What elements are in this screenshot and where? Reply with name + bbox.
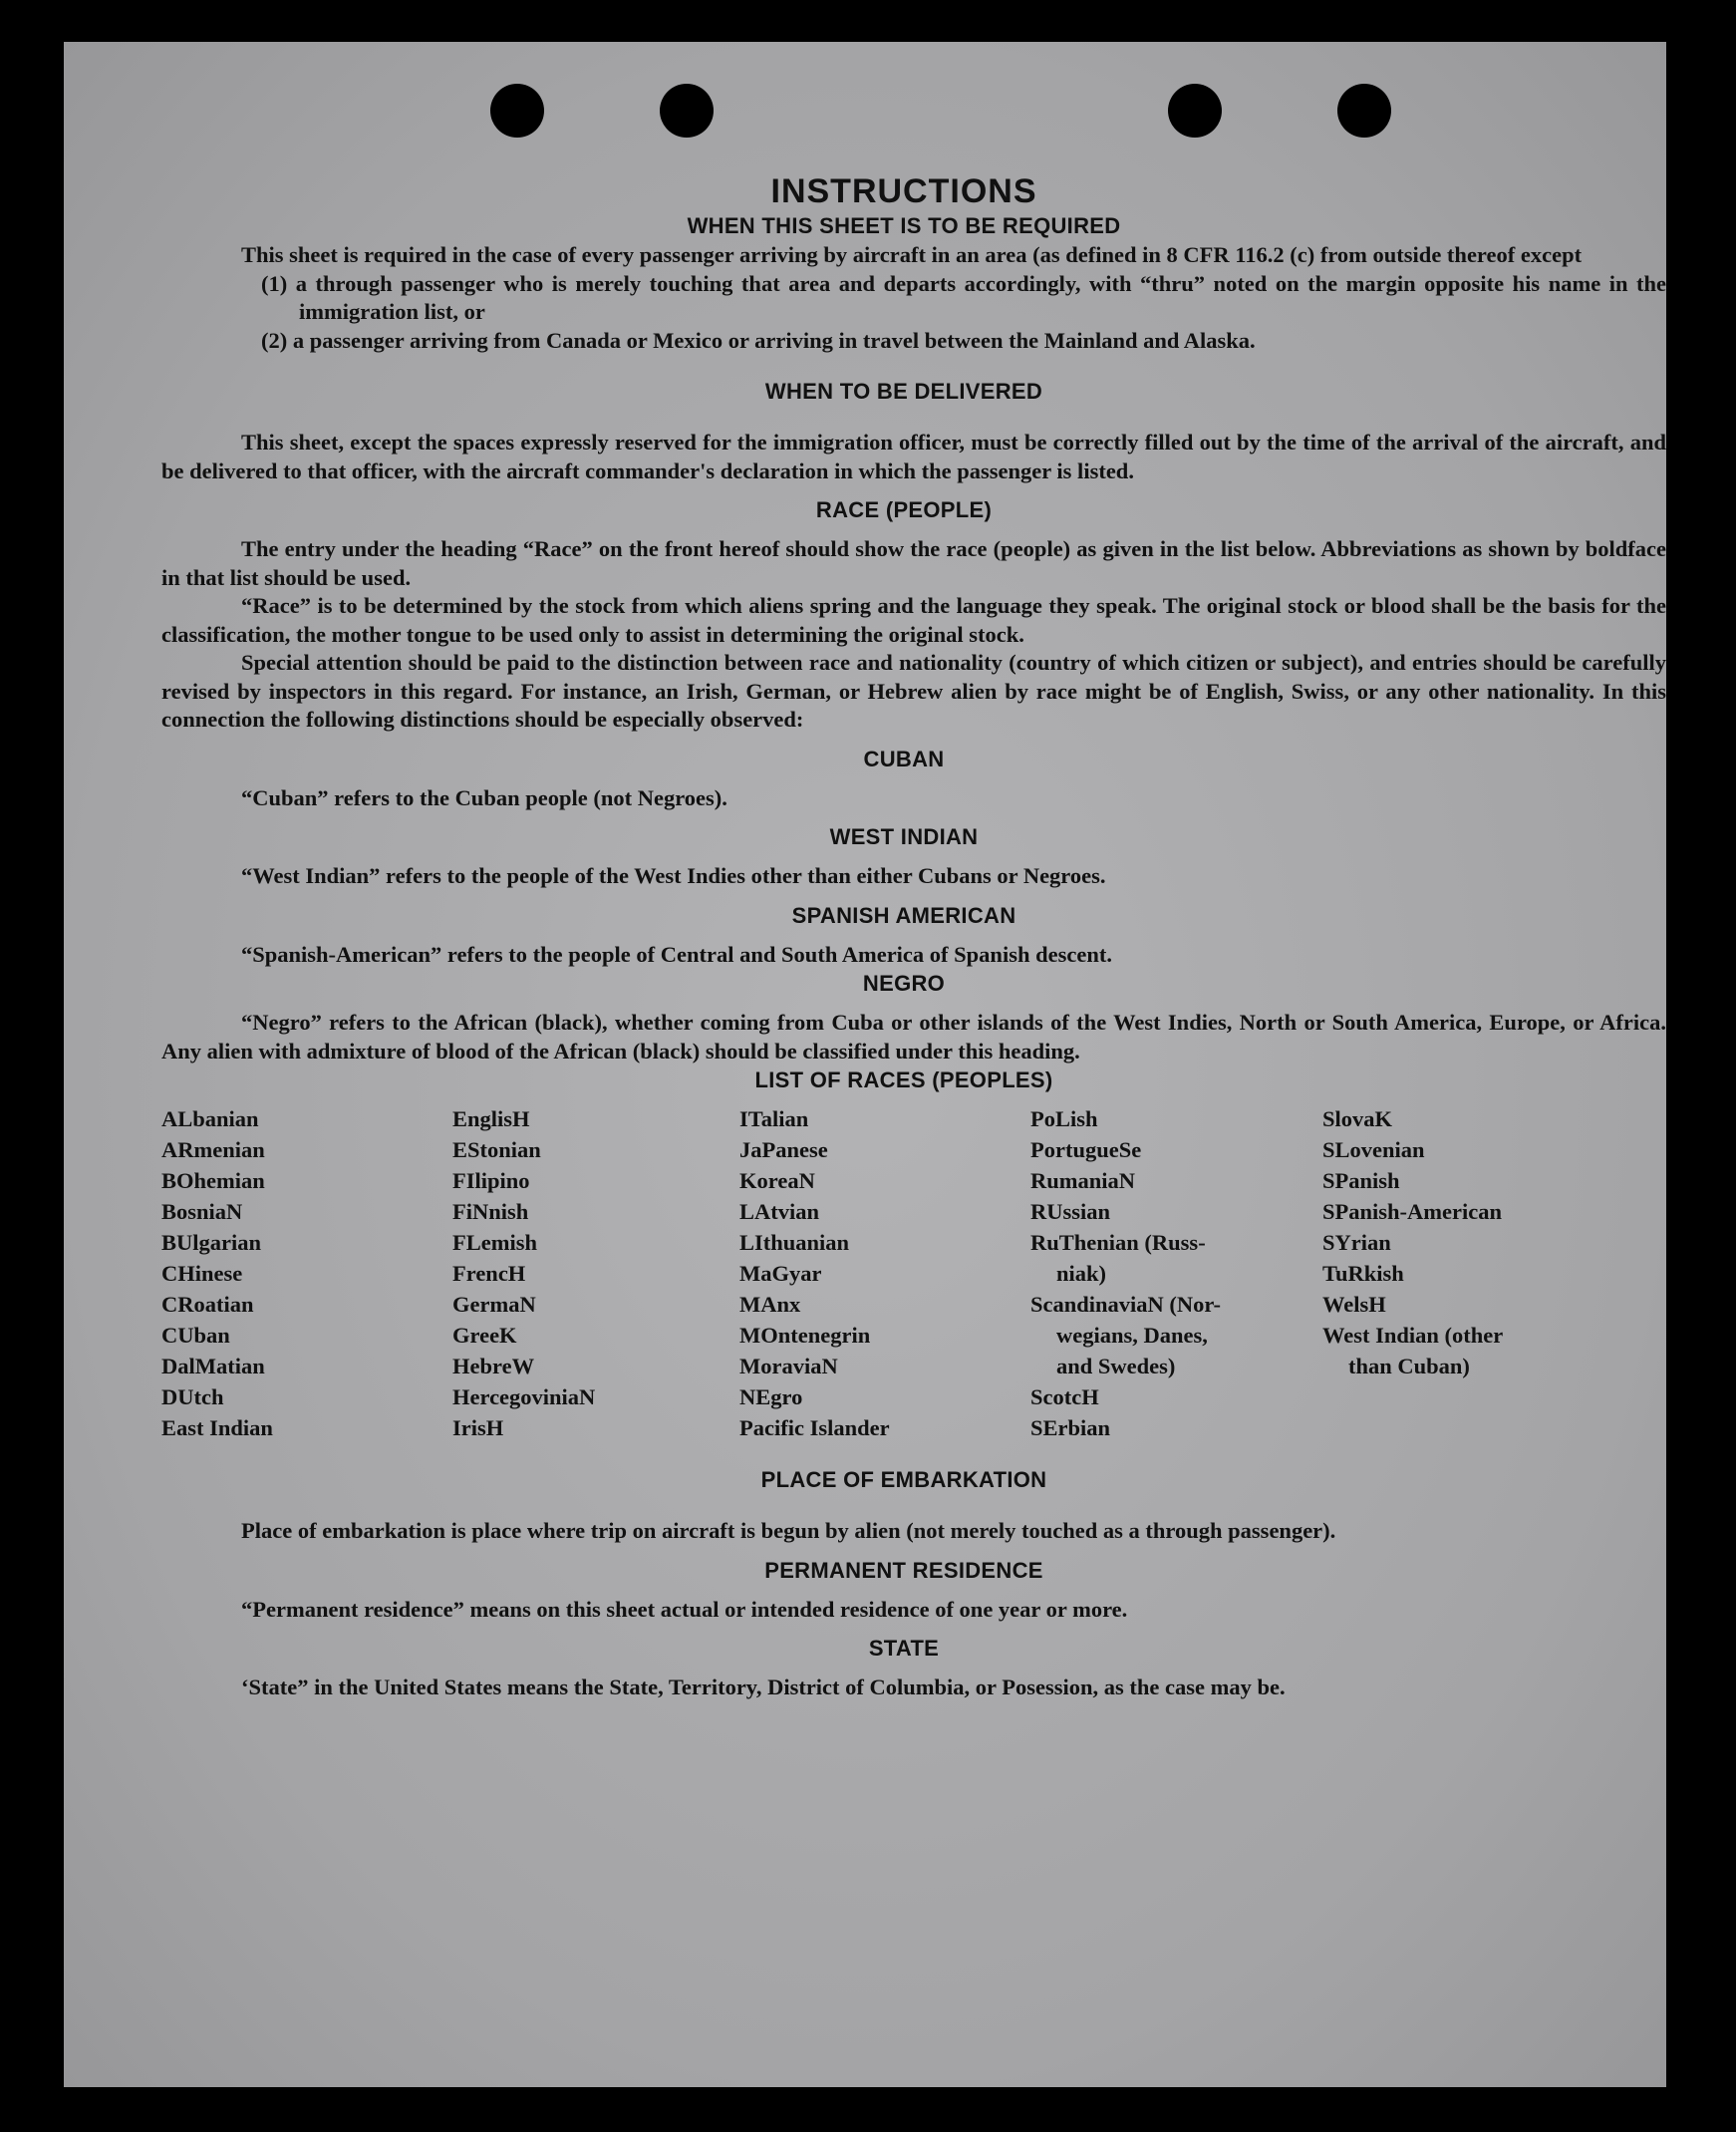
- paragraph: “Permanent residence” means on this sheet actual or intended residence of one year or more.: [241, 1596, 1128, 1622]
- document-page: [64, 42, 1666, 2087]
- race-entry: BUlgarian: [161, 1230, 262, 1255]
- section-heading-west-indian: WEST INDIAN: [829, 824, 979, 849]
- race-entry: BOhemian: [161, 1168, 265, 1193]
- race-entry: RUssian: [1030, 1199, 1111, 1224]
- page-title: INSTRUCTIONS: [770, 172, 1037, 210]
- race-entry: NEgro: [739, 1384, 803, 1409]
- instructions-body: [161, 171, 1666, 1702]
- paragraph: This sheet, except the spaces expressly reserved for the immigration officer, must be correctly filled out by the time of the arrival of the aircraft, and be delivered to that officer, with the aircraft commander's declaration in which the passenger is listed.: [161, 430, 1666, 483]
- section-heading-race: RACE (PEOPLE): [815, 497, 993, 522]
- race-entry: GermaN: [452, 1292, 536, 1317]
- section-heading-list-of-races: LIST OF RACES (PEOPLES): [754, 1067, 1053, 1092]
- paragraph: ‘State” in the United States means the State, Territory, District of Columbia, or Posession, as the case may be.: [241, 1675, 1286, 1699]
- paragraph: “Cuban” refers to the Cuban people (not Negroes).: [241, 784, 727, 810]
- section-heading-spanish-american: SPANISH AMERICAN: [791, 902, 1016, 928]
- race-entry: PoLish: [1030, 1106, 1098, 1131]
- race-entry: RumaniaN: [1030, 1168, 1136, 1193]
- race-entry: SYrian: [1322, 1230, 1391, 1255]
- list-item: (1) a through passenger who is merely touching that area and departs accordingly, with “thru” noted on the margin opposite his name in the immigration list, or: [261, 270, 1666, 324]
- paragraph: “Spanish-American” refers to the people of Central and South America of Spanish descent.: [241, 941, 1112, 967]
- race-column: [452, 1103, 739, 1443]
- race-entry: CRoatian: [161, 1292, 254, 1317]
- paragraph: “Race” is to be determined by the stock from which aliens spring and the language they speak. The original stock or blood shall be the basis for the classification, the mother tongue to be used only to assist in determining the original stock.: [161, 593, 1666, 647]
- race-entry-continued: and Swedes): [1056, 1354, 1176, 1378]
- race-entry: Pacific Islander: [739, 1415, 890, 1440]
- list-item: (2) a passenger arriving from Canada or Mexico or arriving in travel between the Mainland and Alaska.: [261, 327, 1256, 353]
- race-entry: ScotcH: [1030, 1384, 1099, 1409]
- race-entry: JaPanese: [739, 1137, 828, 1162]
- race-entry: CUban: [161, 1323, 230, 1348]
- race-entry: CHinese: [161, 1261, 243, 1286]
- race-entry: SPanish-American: [1322, 1199, 1502, 1224]
- punch-hole: [1337, 84, 1391, 138]
- race-entry-continued: niak): [1056, 1261, 1107, 1286]
- race-entry: FrencH: [452, 1261, 526, 1286]
- race-entry: GreeK: [452, 1323, 517, 1348]
- race-entry: LIthuanian: [739, 1230, 850, 1255]
- race-entry: East Indian: [161, 1415, 273, 1440]
- race-entry-continued: than Cuban): [1348, 1354, 1470, 1378]
- race-entry: MaGyar: [739, 1261, 822, 1286]
- race-column: [739, 1103, 1030, 1443]
- race-entry: MAnx: [739, 1292, 801, 1317]
- race-entry: ITalian: [739, 1106, 809, 1131]
- section-heading-cuban: CUBAN: [863, 746, 945, 771]
- race-entry: FiNnish: [452, 1199, 529, 1224]
- race-entry: SErbian: [1030, 1415, 1111, 1440]
- race-entry: TuRkish: [1322, 1261, 1404, 1286]
- race-entry: MOntenegrin: [739, 1323, 871, 1348]
- section-heading-negro: NEGRO: [862, 971, 946, 996]
- race-entry: SPanish: [1322, 1168, 1400, 1193]
- paragraph: Special attention should be paid to the distinction between race and nationality (country of which citizen or subject), and entries should be carefully revised by inspectors in this regard. For instance, an Irish, German, or Hebrew alien by race might be of English, Swiss, or any other nationality. In this connection the following distinctions should be especially observed:: [161, 650, 1666, 732]
- paragraph: “Negro” refers to the African (black), whether coming from Cuba or other islands of the West Indies, North or South America, Europe, or Africa. Any alien with admixture of blood of the African (black) should be classified under this heading.: [161, 1010, 1666, 1064]
- race-entry: West Indian (other: [1322, 1323, 1504, 1348]
- race-entry: FIlipino: [452, 1168, 530, 1193]
- race-entry: EnglisH: [452, 1106, 530, 1131]
- race-entry: EStonian: [452, 1137, 541, 1162]
- race-entry-continued: wegians, Danes,: [1056, 1323, 1208, 1348]
- race-entry: HercegoviniaN: [452, 1384, 596, 1409]
- race-entry: SLovenian: [1322, 1137, 1425, 1162]
- race-entry: PortugueSe: [1030, 1137, 1142, 1162]
- race-entry: ARmenian: [161, 1137, 265, 1162]
- race-entry: WelsH: [1322, 1292, 1386, 1317]
- race-entry: DalMatian: [161, 1354, 265, 1378]
- race-entry: SlovaK: [1322, 1106, 1393, 1131]
- section-heading-embarkation: PLACE OF EMBARKATION: [760, 1467, 1047, 1492]
- race-entry: FLemish: [452, 1230, 538, 1255]
- race-entry: DUtch: [161, 1384, 224, 1409]
- punch-hole: [490, 84, 544, 138]
- punch-hole: [1168, 84, 1222, 138]
- section-heading-state: STATE: [868, 1636, 940, 1661]
- section-heading-when-delivered: WHEN TO BE DELIVERED: [764, 379, 1043, 404]
- paragraph: Place of embarkation is place where trip on aircraft is begun by alien (not merely touched as a through passenger).: [241, 1518, 1336, 1543]
- race-entry: ALbanian: [161, 1106, 259, 1131]
- race-column: [1030, 1103, 1322, 1443]
- race-column: [161, 1103, 452, 1443]
- paragraph: This sheet is required in the case of every passenger arriving by aircraft in an area (as defined in 8 CFR 116.2 (c) from outside thereof except: [241, 242, 1583, 267]
- race-entry: BosniaN: [161, 1199, 243, 1224]
- paragraph: “West Indian” refers to the people of the West Indies other than either Cubans or Negroes.: [241, 863, 1106, 888]
- race-entry: KoreaN: [739, 1168, 815, 1193]
- section-heading-when-required: WHEN THIS SHEET IS TO BE REQUIRED: [687, 213, 1121, 238]
- race-list-table: [161, 1103, 1666, 1443]
- race-entry: HebreW: [452, 1354, 535, 1378]
- paragraph: The entry under the heading “Race” on the front hereof should show the race (people) as given in the list below. Abbreviations as shown by boldface in that list should be used.: [161, 536, 1666, 590]
- race-entry: RuThenian (Russ-: [1030, 1230, 1206, 1255]
- section-heading-permanent-residence: PERMANENT RESIDENCE: [764, 1557, 1043, 1583]
- race-entry: ScandinaviaN (Nor-: [1030, 1292, 1222, 1317]
- punch-hole: [660, 84, 714, 138]
- race-entry: LAtvian: [739, 1199, 820, 1224]
- race-column: [1322, 1103, 1601, 1443]
- race-entry: IrisH: [452, 1415, 504, 1440]
- race-entry: MoraviaN: [739, 1354, 838, 1378]
